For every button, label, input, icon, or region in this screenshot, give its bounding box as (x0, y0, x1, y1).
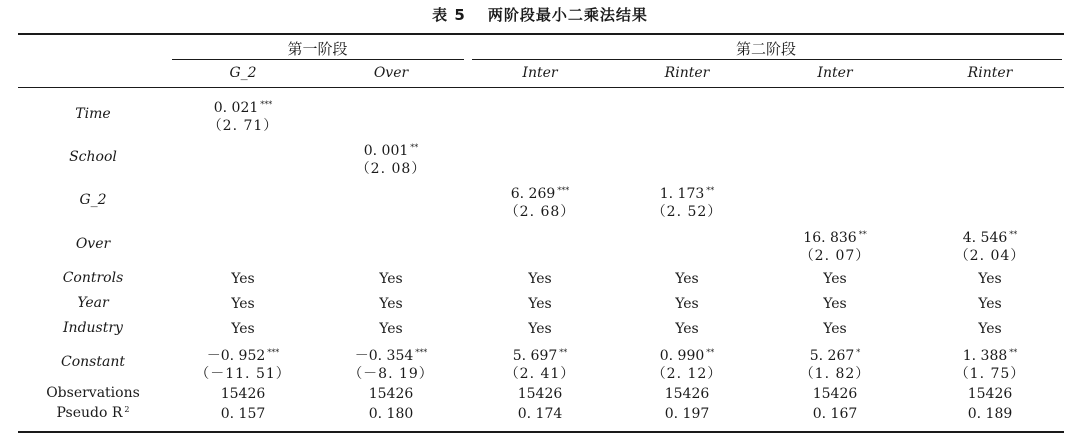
significance-stars: *** (267, 348, 280, 357)
table-cell (915, 385, 1065, 403)
t-statistic: （2. 08） (355, 161, 427, 177)
t-statistic: （2. 04） (954, 248, 1026, 264)
row-label (18, 295, 168, 311)
table-cell (316, 320, 466, 338)
table-cell (915, 226, 1065, 265)
t-statistic: （1. 75） (954, 366, 1026, 382)
significance-stars: *** (557, 186, 570, 195)
table-cell (465, 182, 615, 221)
column-header: Rinter (664, 65, 710, 81)
cell-value: Yes (978, 321, 1002, 337)
table-cell (915, 405, 1065, 423)
cell-value: 0. 157 (220, 406, 266, 422)
coefficient (168, 344, 318, 365)
column-header: G_2 (229, 65, 257, 81)
row-label-text: Industry (63, 320, 123, 336)
t-statistic: （2. 52） (651, 204, 723, 220)
row-label (18, 106, 168, 122)
coefficient (760, 344, 910, 365)
table-cell (612, 405, 762, 423)
cell-value: 15426 (517, 386, 563, 402)
row-label (18, 149, 168, 165)
table-cell (465, 344, 615, 383)
table-cell (168, 405, 318, 423)
cell-value: 15426 (368, 386, 414, 402)
cell-value: Yes (231, 271, 255, 287)
cell-value: 15426 (967, 386, 1013, 402)
coefficient (316, 139, 466, 160)
table-cell (612, 270, 762, 288)
row-label-superscript: 2 (124, 405, 130, 414)
row-label (18, 385, 168, 401)
coefficient-value: －0. 952 (206, 348, 266, 364)
cell-value: 0. 174 (517, 406, 563, 422)
table-cell (760, 295, 910, 313)
coefficient (465, 182, 615, 203)
table-cell (316, 295, 466, 313)
cell-value: Yes (379, 271, 403, 287)
coefficient-value: －0. 354 (354, 348, 414, 364)
significance-stars: *** (415, 348, 428, 357)
table-cell (316, 270, 466, 288)
coefficient (612, 344, 762, 365)
t-statistic: （2. 07） (799, 248, 871, 264)
coefficient-value: 6. 269 (510, 186, 556, 202)
table-cell (465, 320, 615, 338)
t-statistic: （2. 41） (504, 366, 576, 382)
cell-value: Yes (231, 296, 255, 312)
row-label-text: Observations (46, 385, 140, 401)
cell-value: Yes (978, 296, 1002, 312)
table-cell (465, 295, 615, 313)
table-cell (612, 182, 762, 221)
coefficient-value: 5. 267 (809, 348, 855, 364)
cell-value: 0. 197 (664, 406, 710, 422)
table-cell (316, 405, 466, 423)
table-cell (316, 385, 466, 403)
coefficient-value: 1. 173 (659, 186, 705, 202)
row-label (18, 320, 168, 336)
header-rule (18, 87, 1064, 88)
coefficient (465, 344, 615, 365)
row-label (18, 270, 168, 286)
coefficient-value: 16. 836 (803, 230, 857, 246)
coefficient-value: 0. 001 (363, 143, 409, 159)
coefficient (168, 96, 318, 117)
cell-value: Yes (528, 296, 552, 312)
table-cell (465, 405, 615, 423)
cell-value: Yes (379, 296, 403, 312)
row-label-text: Pseudo R (56, 405, 123, 421)
table-title (0, 4, 1080, 25)
group-header-stage1: 第一阶段 (287, 40, 348, 58)
table-cell (760, 344, 910, 383)
table-cell (760, 385, 910, 403)
cell-value: 15426 (220, 386, 266, 402)
column-header: Inter (817, 65, 853, 81)
t-statistic: （2. 12） (651, 366, 723, 382)
t-statistic: （－8. 19） (348, 366, 434, 382)
table-cell (915, 270, 1065, 288)
table-caption: 两阶段最小二乘法结果 (487, 6, 648, 24)
coefficient (915, 344, 1065, 365)
row-label-text: G_2 (79, 192, 107, 208)
t-statistic: （2. 68） (504, 204, 576, 220)
significance-stars: * (856, 348, 861, 357)
table-cell (915, 295, 1065, 313)
significance-stars: ** (858, 230, 867, 239)
table-cell (168, 320, 318, 338)
coefficient (760, 226, 910, 247)
row-label (18, 192, 168, 208)
t-statistic: （2. 71） (207, 118, 279, 134)
cell-value: 15426 (664, 386, 710, 402)
column-header: Inter (522, 65, 558, 81)
coefficient-value: 1. 388 (962, 348, 1008, 364)
cell-value: Yes (675, 321, 699, 337)
table-cell (168, 96, 318, 135)
table-cell (465, 385, 615, 403)
cell-value: Yes (675, 271, 699, 287)
group-header-stage2: 第二阶段 (735, 40, 796, 58)
cell-value: Yes (675, 296, 699, 312)
bottom-rule (18, 431, 1064, 433)
table-cell (612, 385, 762, 403)
cell-value: 15426 (812, 386, 858, 402)
significance-stars: *** (260, 100, 273, 109)
row-label (18, 405, 168, 421)
top-rule (18, 33, 1064, 35)
significance-stars: ** (559, 348, 568, 357)
coefficient-value: 0. 021 (213, 100, 259, 116)
significance-stars: ** (706, 186, 715, 195)
t-statistic: （1. 82） (799, 366, 871, 382)
cell-value: Yes (528, 271, 552, 287)
row-label-text: School (69, 149, 117, 165)
coefficient-value: 5. 697 (512, 348, 558, 364)
row-label-text: Constant (61, 354, 125, 370)
table-cell (915, 344, 1065, 383)
row-label-text: Over (75, 236, 111, 252)
group-underline-stage1 (172, 59, 464, 60)
coefficient (316, 344, 466, 365)
table-cell (612, 295, 762, 313)
significance-stars: ** (1009, 230, 1018, 239)
column-header: Rinter (967, 65, 1013, 81)
significance-stars: ** (410, 143, 419, 152)
row-label-text: Controls (62, 270, 124, 286)
table-cell (316, 139, 466, 178)
row-label (18, 236, 168, 252)
table-cell (760, 405, 910, 423)
table-cell (760, 270, 910, 288)
table-number: 表 5 (432, 6, 466, 24)
significance-stars: ** (1009, 348, 1018, 357)
coefficient-value: 0. 990 (659, 348, 705, 364)
cell-value: Yes (823, 296, 847, 312)
table-cell (915, 320, 1065, 338)
cell-value: Yes (978, 271, 1002, 287)
t-statistic: （－11. 51） (195, 366, 291, 382)
cell-value: 0. 167 (812, 406, 858, 422)
cell-value: 0. 189 (967, 406, 1013, 422)
cell-value: Yes (231, 321, 255, 337)
coefficient (915, 226, 1065, 247)
cell-value: Yes (528, 321, 552, 337)
cell-value: Yes (823, 321, 847, 337)
table-cell (612, 320, 762, 338)
table-cell (760, 320, 910, 338)
table-cell (168, 385, 318, 403)
table-cell (316, 344, 466, 383)
column-header: Over (373, 65, 409, 81)
significance-stars: ** (706, 348, 715, 357)
row-label (18, 354, 168, 370)
table-cell (168, 270, 318, 288)
group-underline-stage2 (472, 59, 1062, 60)
table-cell (168, 344, 318, 383)
cell-value: Yes (379, 321, 403, 337)
row-label-text: Time (75, 106, 111, 122)
cell-value: 0. 180 (368, 406, 414, 422)
table-cell (465, 270, 615, 288)
row-label-text: Year (77, 295, 109, 311)
cell-value: Yes (823, 271, 847, 287)
table-cell (612, 344, 762, 383)
table-cell (168, 295, 318, 313)
coefficient (612, 182, 762, 203)
coefficient-value: 4. 546 (962, 230, 1008, 246)
table-cell (760, 226, 910, 265)
